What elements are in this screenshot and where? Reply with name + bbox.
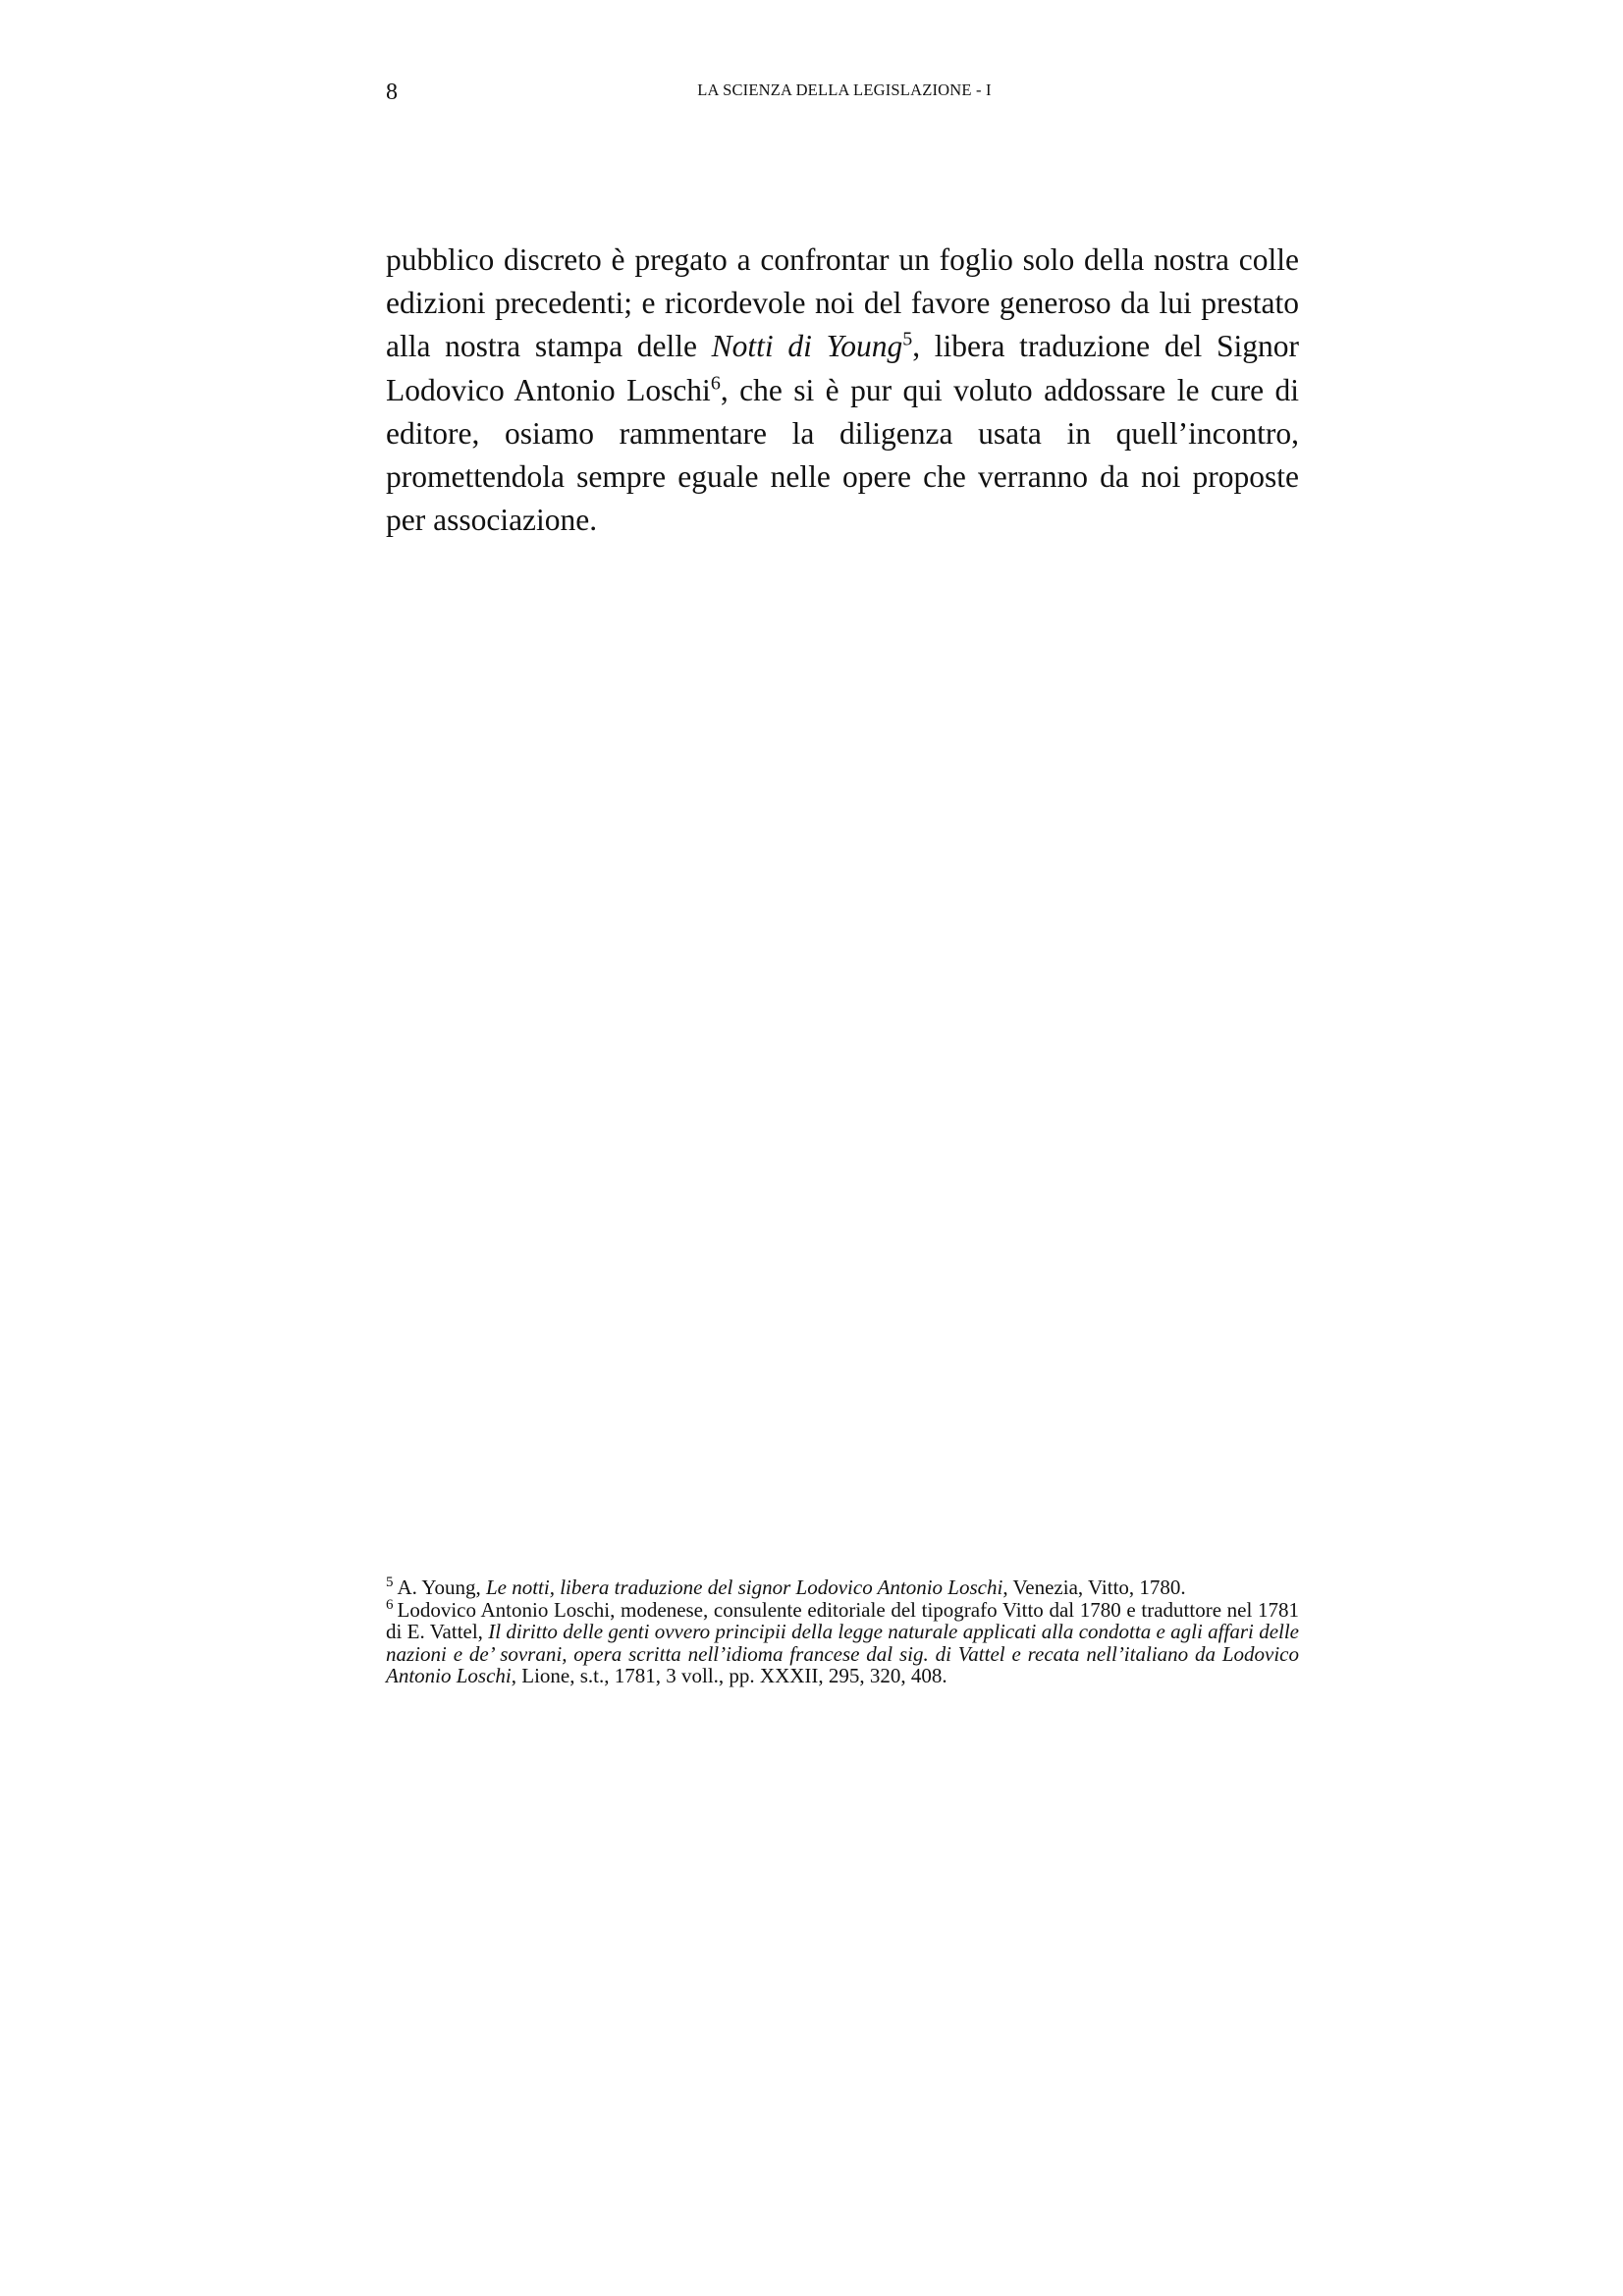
footnote-text: , Venezia, Vitto, 1780. (1002, 1575, 1186, 1599)
footnote-text: Lodovico Antonio Loschi, modenese, consulente editoriale del tipografo Vitto dal 1780 e traduttore nel 1781 di E. Vattel, (386, 1597, 1299, 1643)
footnote-6 (386, 1596, 1299, 1687)
footnote-marker: 5 (386, 1575, 394, 1590)
page-number: 8 (386, 80, 398, 105)
footnote-title: Le notti, libera traduzione del signor Lodovico Antonio Loschi (485, 1575, 1003, 1599)
footnote-reference-6[interactable]: 6 (710, 372, 721, 395)
body-text-segment: pubblico discreto è pregato a confrontar un foglio solo della nostra colle edizioni precedenti; e ricordevole noi del favore generoso da lui prestato alla nostra stampa delle (386, 242, 1299, 364)
footnote-text: , Lione, s.t., 1781, 3 voll., pp. XXXII, 295, 320, 408. (511, 1664, 947, 1687)
body-text-segment: , libera traduzione del Signor Lodovico Antonio Loschi (386, 329, 1300, 407)
footnotes (386, 1576, 1299, 1687)
book-title: Notti di Young (711, 329, 903, 364)
body-paragraph (386, 239, 1299, 542)
footnote-text: A. Young, (397, 1575, 486, 1599)
footnote-title: Il diritto delle genti ovvero principii della legge naturale applicati alla condotta e agli affari delle nazioni e de’ sovrani, opera scritta nell’idioma francese dal sig. di Vattel e recata nell’italiano da Lodovico Antonio Loschi (386, 1620, 1299, 1687)
running-head: LA SCIENZA DELLA LEGISLAZIONE - I (697, 80, 992, 99)
footnote-reference-5[interactable]: 5 (902, 328, 913, 350)
footnote-marker: 6 (386, 1596, 394, 1613)
footnote-5 (386, 1576, 1299, 1599)
body-text-segment: , che si è pur qui voluto addossare le cure di editore, osiamo rammentare la diligenza usata in quell’incontro, promettendola sempre eguale nelle opere che verranno da noi proposte per associazione. (386, 372, 1299, 538)
